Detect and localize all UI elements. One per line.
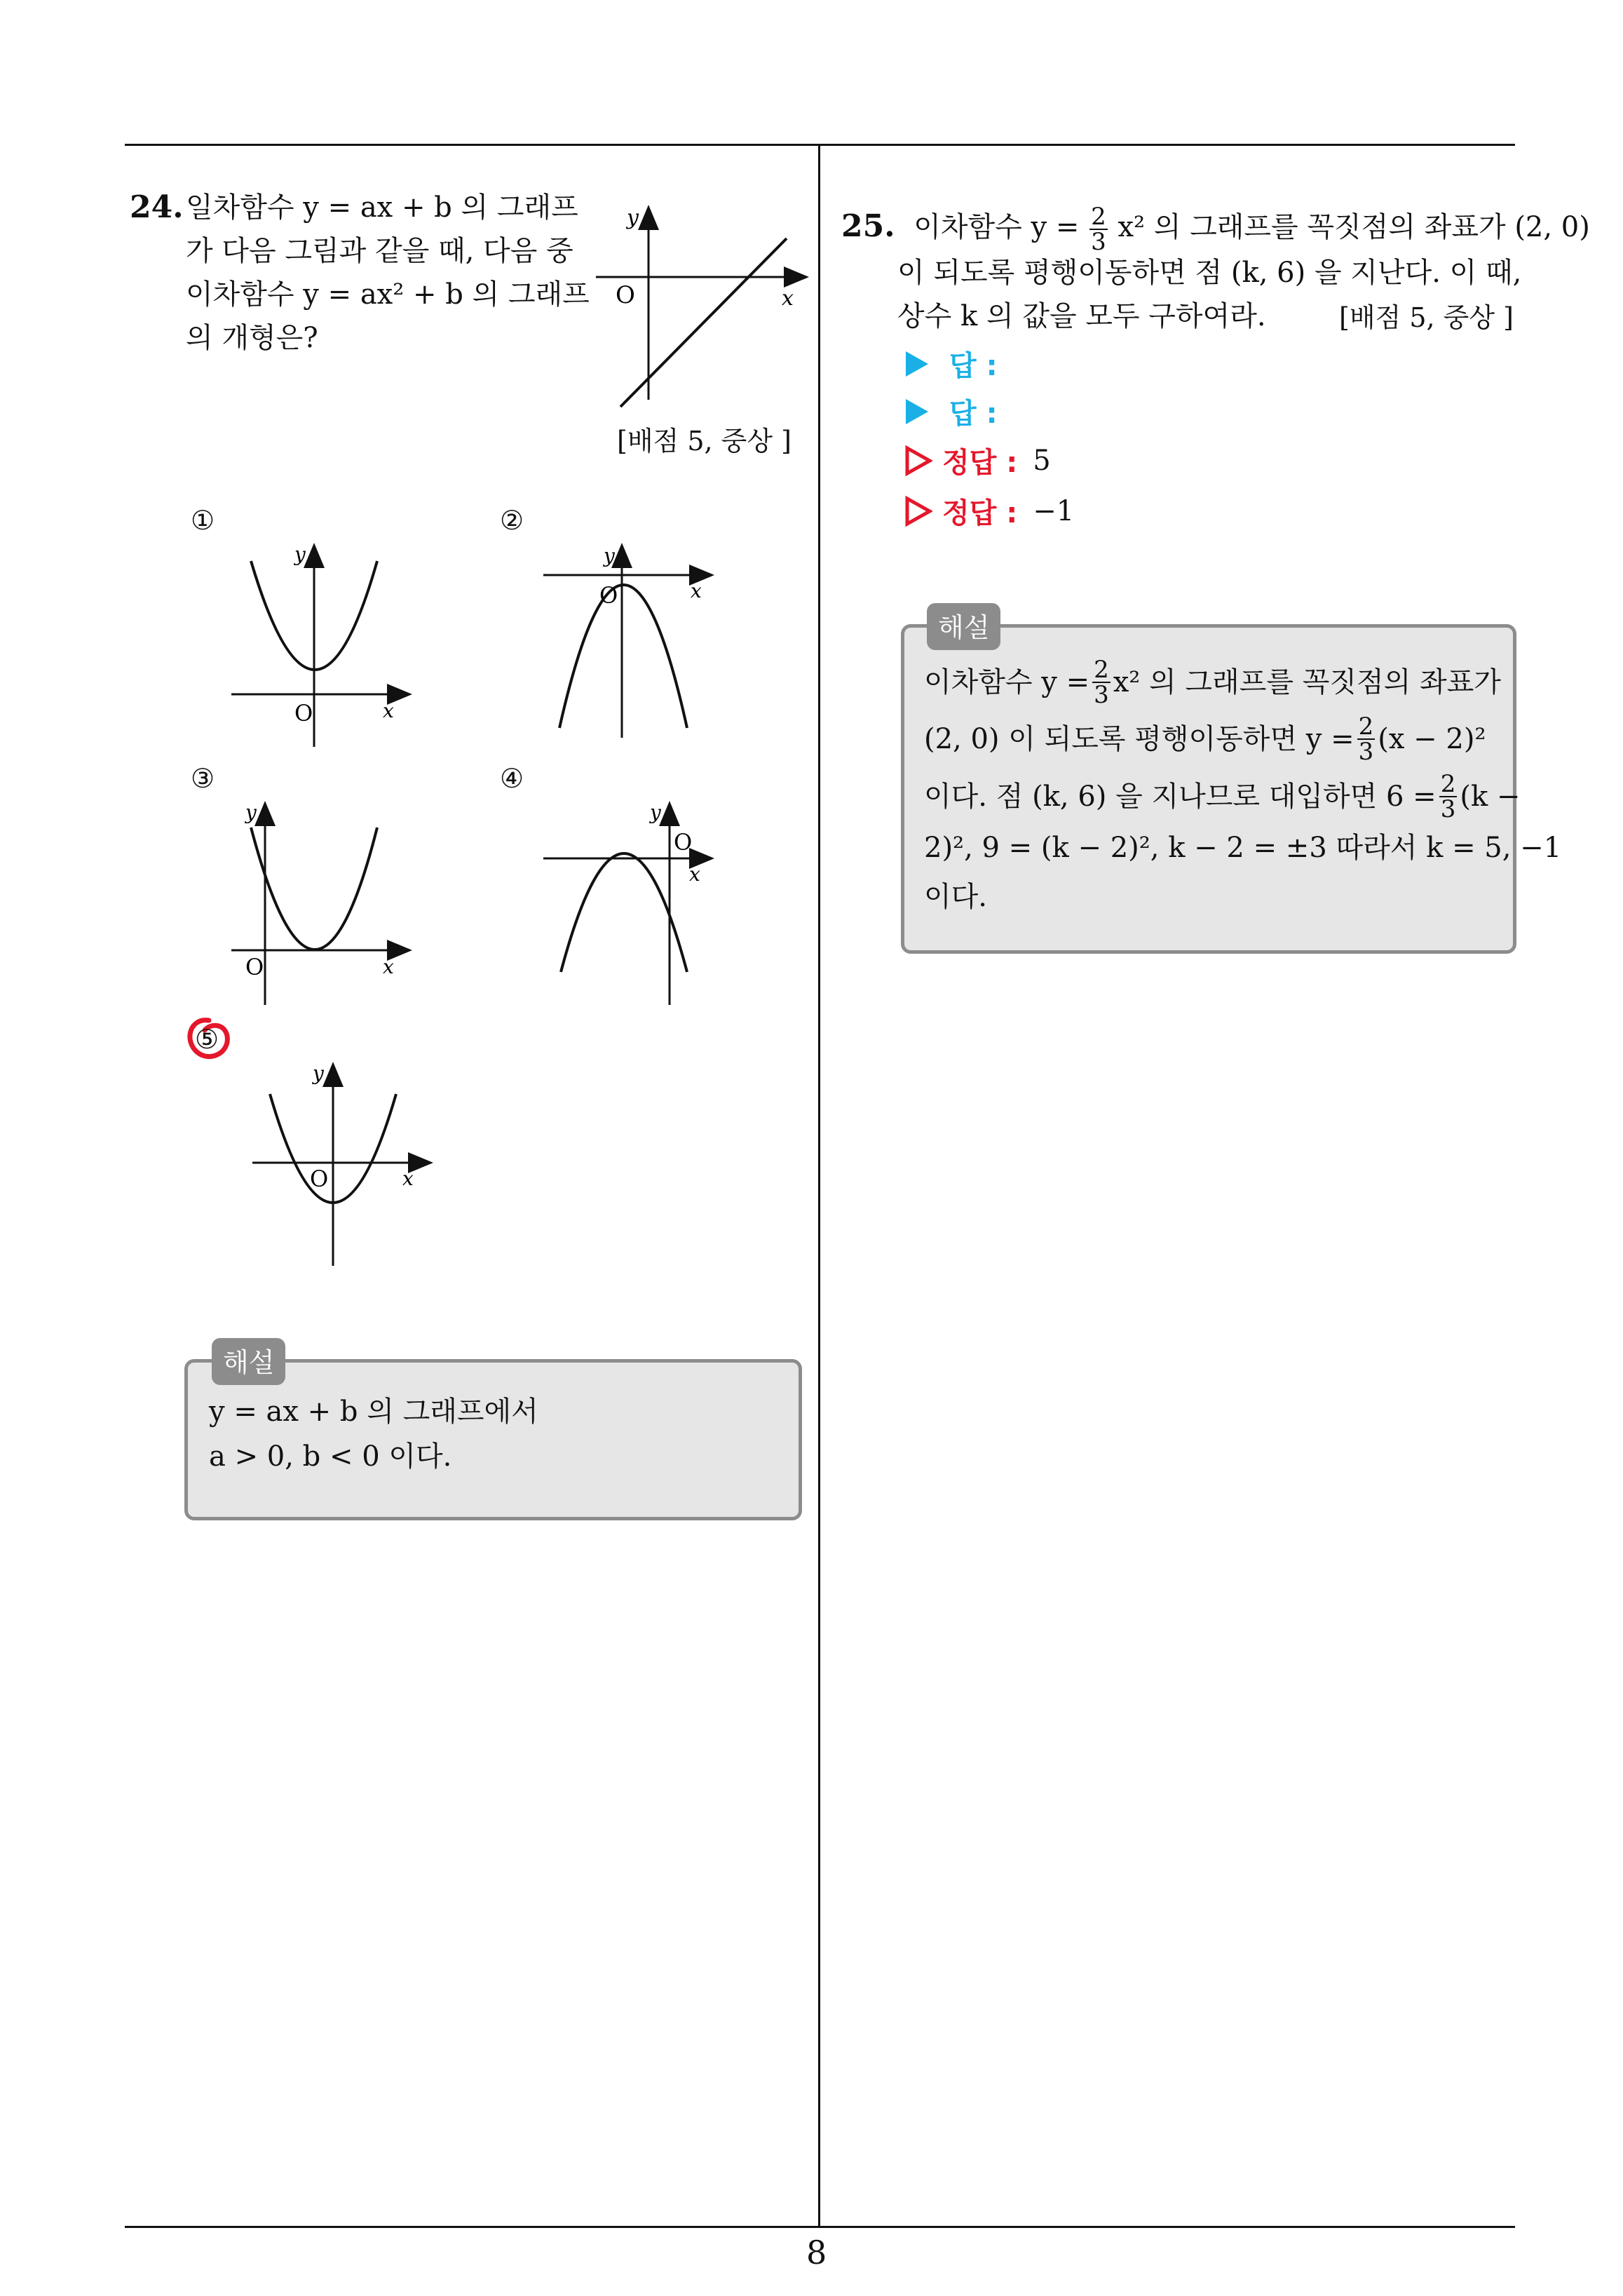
q24-line: 일차함수 y = ax + b 의 그래프 (186, 191, 578, 224)
fraction: $\frac{2}{3}$ (1440, 770, 1456, 823)
option-2-graph[interactable] (536, 533, 733, 750)
column-divider (818, 144, 820, 2227)
solution-line: a > 0, b < 0 이다. (209, 1440, 452, 1473)
page-number: 8 (806, 2234, 827, 2271)
fraction: $\frac{2}{3}$ (1358, 713, 1374, 766)
origin-label: O (674, 829, 693, 856)
q24-line: 이차함수 y = ax² + b 의 그래프 (186, 278, 590, 311)
solution-part: 이다. 점 (k, 6) 을 지나므로 대입하면 6 = (924, 781, 1437, 813)
q25-line2: 이 되도록 평행이동하면 점 (k, 6) 을 지난다. 이 때, (897, 257, 1522, 289)
question-number: 25. (841, 208, 895, 244)
filled-triangle-icon (904, 350, 930, 378)
axis-label-y: y (245, 801, 257, 824)
filled-triangle-icon (904, 398, 930, 426)
bottom-rule (125, 2226, 1515, 2228)
q25-line3: 상수 k 의 값을 모두 구하여라. (897, 300, 1266, 332)
axis-label-y: y (604, 544, 615, 567)
solution-part: (k − (1460, 781, 1521, 813)
origin-label: O (616, 281, 635, 309)
origin-label: O (294, 700, 313, 727)
axis-label-x: x (402, 1167, 414, 1190)
parabola (251, 828, 377, 950)
solution-box-25 (901, 624, 1562, 954)
option-5-label[interactable]: ⑤ (195, 1024, 219, 1055)
answer-blank-2[interactable] (904, 391, 998, 431)
correct-answer-2 (904, 491, 1074, 531)
parabola (559, 585, 687, 728)
answer-blank-1[interactable] (904, 344, 998, 384)
score-25: [배점 5, 중상 ] (1339, 302, 1514, 333)
axis-label-x: x (691, 579, 702, 602)
axis-label-x: x (782, 286, 794, 311)
correct-answer-1 (904, 440, 1051, 480)
correct-value: −1 (1033, 494, 1075, 527)
option-2-label[interactable]: ② (500, 505, 524, 536)
axis-label-y: y (627, 205, 639, 230)
axis-label-x: x (383, 955, 394, 978)
answer-label: 답 : (949, 398, 998, 430)
origin-label: O (245, 954, 264, 980)
correct-value: 5 (1033, 444, 1051, 477)
q24-line: 의 개형은? (186, 322, 318, 354)
option-3-label[interactable]: ③ (191, 763, 215, 794)
solution-line: y = ax + b 의 그래프에서 (209, 1396, 538, 1428)
score-24: [배점 5, 중상 ] (617, 426, 792, 457)
question-number: 24. (130, 189, 184, 225)
option-4-graph[interactable] (536, 791, 733, 1008)
q25-line1-pre: 이차함수 y = (914, 211, 1080, 243)
solution-tag-24: 해설 (212, 1338, 285, 1385)
option-1-label[interactable]: ① (191, 505, 215, 536)
solution-text (209, 1389, 538, 1479)
solution-part: 이차함수 y = (924, 666, 1090, 698)
q24-line: 가 다음 그림과 같을 때, 다음 중 (186, 235, 573, 267)
solution-part: x² 의 그래프를 꼭짓점의 좌표가 (1113, 666, 1501, 698)
option-3-graph[interactable] (224, 791, 421, 1008)
fraction: $\frac{2}{3}$ (1091, 203, 1106, 256)
outline-triangle-icon (904, 445, 932, 476)
question-24 (130, 186, 590, 354)
line-graph (620, 238, 787, 407)
solution-text (924, 654, 1562, 919)
origin-label: O (310, 1166, 329, 1192)
correct-label: 정답 : (942, 497, 1018, 529)
parabola (561, 853, 687, 972)
axis-label-x: x (383, 699, 394, 722)
solution-line: 2)², 9 = (k − 2)², k − 2 = ±3 따라서 k = 5, −1 (924, 832, 1562, 864)
linear-graph (582, 196, 820, 421)
option-1-graph[interactable] (224, 533, 421, 750)
axis-label-y: y (294, 543, 306, 566)
fraction: $\frac{2}{3}$ (1094, 656, 1109, 709)
solution-part: (2, 0) 이 되도록 평행이동하면 y = (924, 723, 1354, 755)
solution-line: 이다. (924, 881, 987, 913)
outline-triangle-icon (904, 496, 932, 527)
axis-label-y: y (650, 801, 661, 824)
correct-label: 정답 : (942, 447, 1018, 479)
axis-label-y: y (313, 1062, 324, 1085)
solution-part: (x − 2)² (1378, 723, 1486, 755)
solution-tag-25: 해설 (927, 603, 1000, 650)
option-4-label[interactable]: ④ (500, 763, 524, 794)
option-5-graph[interactable] (245, 1052, 442, 1269)
q25-line1-post: x² 의 그래프를 꼭짓점의 좌표가 (2, 0) (1118, 211, 1590, 243)
axis-label-x: x (689, 863, 700, 886)
origin-label: O (599, 582, 618, 609)
answer-label: 답 : (949, 350, 998, 382)
